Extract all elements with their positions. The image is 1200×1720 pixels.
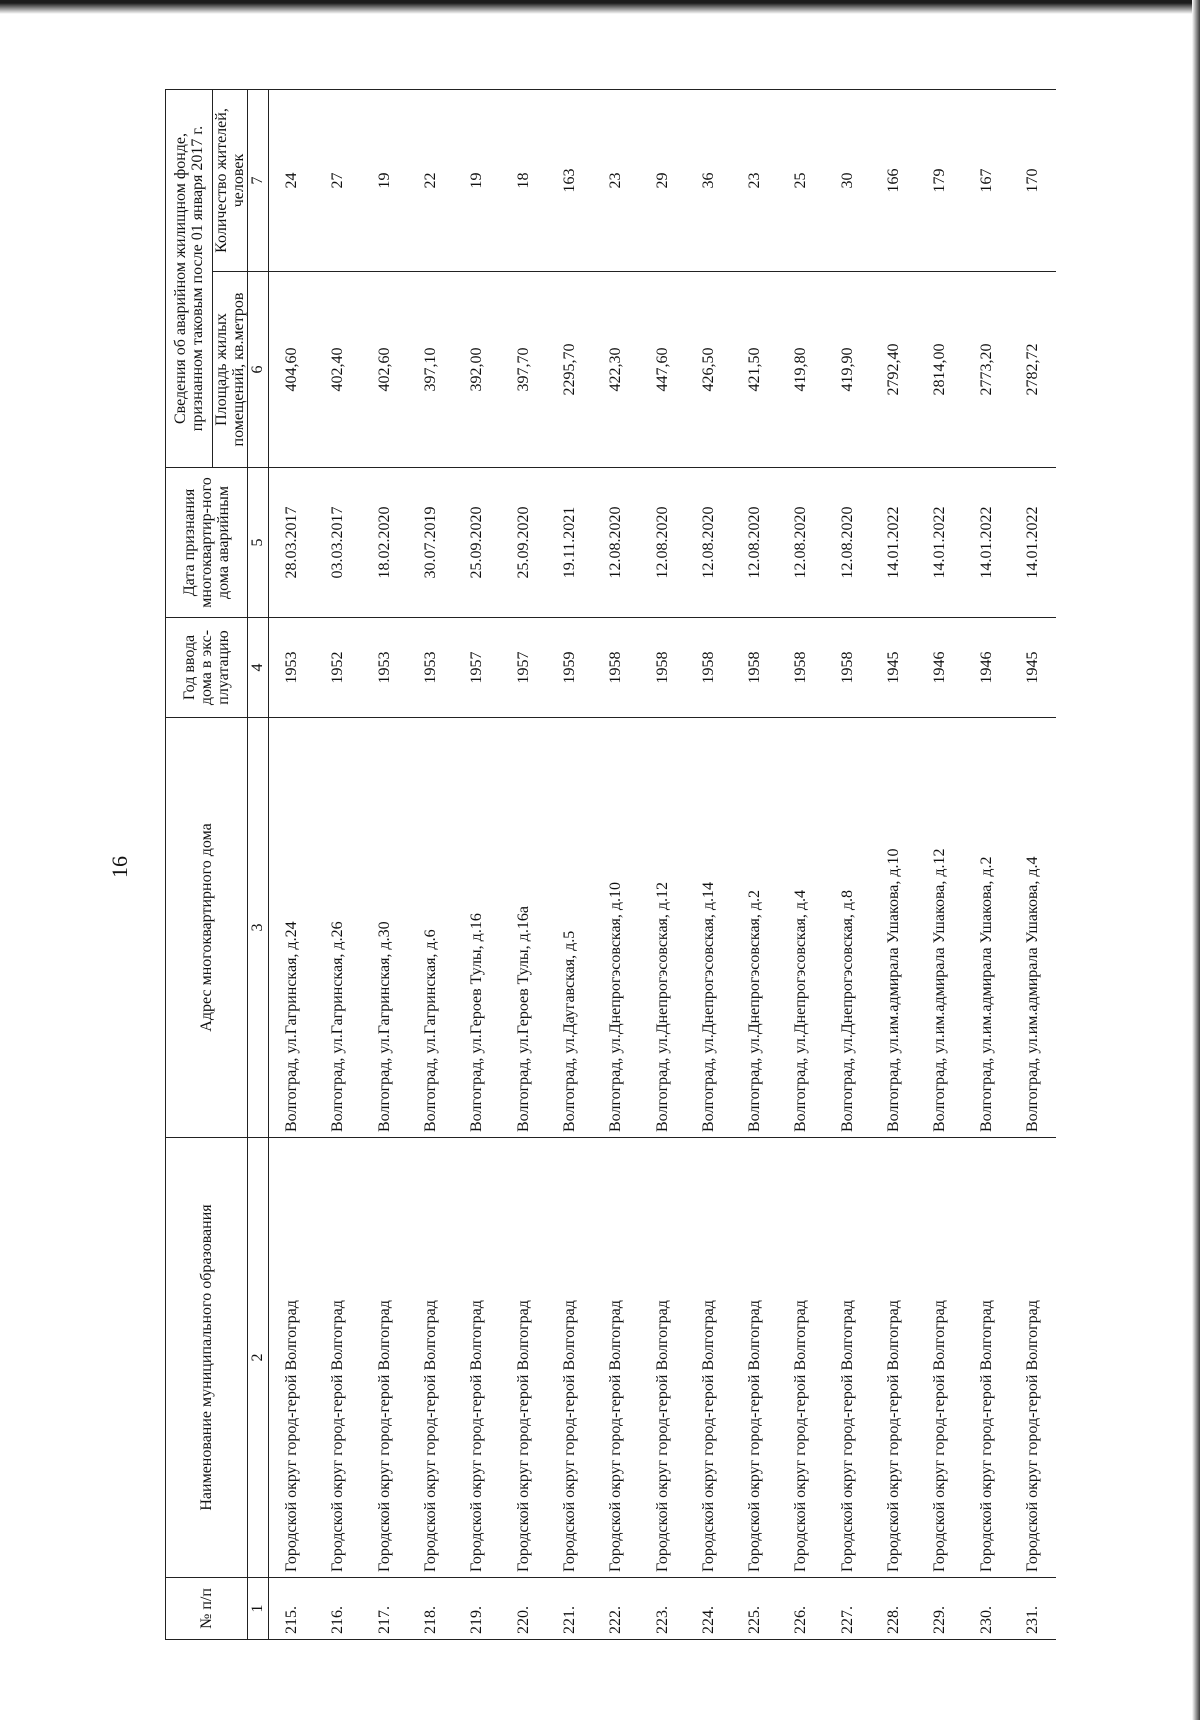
emergency-date: 14.01.2022 — [871, 468, 917, 618]
residents-count: 19 — [454, 89, 500, 271]
table-row — [269, 89, 316, 1639]
row-number: 224. — [686, 1578, 732, 1640]
living-area: 2792,40 — [871, 272, 917, 468]
emergency-date: 03.03.2017 — [315, 468, 361, 618]
commission-year: 1957 — [454, 618, 500, 718]
living-area: 402,40 — [315, 272, 361, 468]
residents-count: 23 — [593, 89, 639, 271]
municipality-name: Городской округ город-герой Волгоград — [1010, 1138, 1056, 1578]
emergency-date: 12.08.2020 — [686, 468, 732, 618]
living-area: 422,30 — [593, 272, 639, 468]
municipality-name: Городской округ город-герой Волгоград — [454, 1138, 500, 1578]
row-number: 226. — [778, 1578, 824, 1640]
row-number: 219. — [454, 1578, 500, 1640]
column-number: 4 — [248, 618, 269, 718]
building-address: Волгоград, ул.Днепрогэсовская, д.8 — [825, 718, 871, 1138]
commission-year: 1958 — [732, 618, 778, 718]
building-address: Волгоград, ул.Гагринская, д.26 — [315, 718, 361, 1138]
living-area: 2773,20 — [963, 272, 1009, 468]
building-address: Волгоград, ул.Гагринская, д.30 — [362, 718, 408, 1138]
residents-count: 163 — [547, 89, 593, 271]
building-address: Волгоград, ул.Героев Тулы, д.16а — [500, 718, 546, 1138]
residents-count: 23 — [732, 89, 778, 271]
commission-year: 1953 — [362, 618, 408, 718]
municipality-name: Городской округ город-герой Волгоград — [547, 1138, 593, 1578]
scan-edge-right — [1192, 0, 1200, 1720]
scan-edge-top — [0, 0, 1200, 14]
emergency-date: 14.01.2022 — [917, 468, 963, 618]
table-row — [547, 89, 593, 1639]
row-number: 222. — [593, 1578, 639, 1640]
table-row — [593, 89, 639, 1639]
municipality-name: Городской округ город-герой Волгоград — [500, 1138, 546, 1578]
emergency-date: 14.01.2022 — [963, 468, 1009, 618]
row-number: 228. — [871, 1578, 917, 1640]
commission-year: 1953 — [269, 618, 316, 718]
commission-year: 1946 — [963, 618, 1009, 718]
table-row — [825, 89, 871, 1639]
row-number: 227. — [825, 1578, 871, 1640]
residents-count: 19 — [362, 89, 408, 271]
emergency-date: 28.03.2017 — [269, 468, 316, 618]
commission-year: 1953 — [408, 618, 454, 718]
living-area: 2782,72 — [1010, 272, 1056, 468]
municipality-name: Городской округ город-герой Волгоград — [686, 1138, 732, 1578]
row-number: 220. — [500, 1578, 546, 1640]
commission-year: 1946 — [917, 618, 963, 718]
building-address: Волгоград, ул.Днепрогэсовская, д.14 — [686, 718, 732, 1138]
emergency-date: 18.02.2020 — [362, 468, 408, 618]
building-address: Волгоград, ул.им.адмирала Ушакова, д.4 — [1010, 718, 1056, 1138]
column-number: 2 — [248, 1138, 269, 1578]
residents-count: 167 — [963, 89, 1009, 271]
header-address: Адрес многоквартирного дома — [166, 718, 248, 1138]
table-row — [1010, 89, 1056, 1639]
table-row — [778, 89, 824, 1639]
table-row — [686, 89, 732, 1639]
emergency-date: 25.09.2020 — [500, 468, 546, 618]
commission-year: 1952 — [315, 618, 361, 718]
residents-count: 170 — [1010, 89, 1056, 271]
table-row — [500, 89, 546, 1639]
residents-count: 36 — [686, 89, 732, 271]
emergency-date: 14.01.2022 — [1010, 468, 1056, 618]
commission-year: 1958 — [778, 618, 824, 718]
living-area: 392,00 — [454, 272, 500, 468]
residents-count: 27 — [315, 89, 361, 271]
table-row — [871, 89, 917, 1639]
column-number: 3 — [248, 718, 269, 1138]
living-area: 397,70 — [500, 272, 546, 468]
column-number: 7 — [248, 89, 269, 271]
housing-registry-table — [165, 89, 1056, 1640]
header-date: Дата признания многоквартир-ного дома аварийным — [166, 468, 248, 618]
municipality-name: Городской округ город-герой Волгоград — [963, 1138, 1009, 1578]
living-area: 419,90 — [825, 272, 871, 468]
row-number: 215. — [269, 1578, 316, 1640]
header-num: № п/п — [166, 1578, 248, 1640]
emergency-date: 12.08.2020 — [639, 468, 685, 618]
residents-count: 29 — [639, 89, 685, 271]
building-address: Волгоград, ул.Днепрогэсовская, д.12 — [639, 718, 685, 1138]
residents-count: 30 — [825, 89, 871, 271]
municipality-name: Городской округ город-герой Волгоград — [732, 1138, 778, 1578]
commission-year: 1958 — [686, 618, 732, 718]
living-area: 2814,00 — [917, 272, 963, 468]
row-number: 225. — [732, 1578, 778, 1640]
living-area: 404,60 — [269, 272, 316, 468]
table-body — [269, 89, 1057, 1639]
row-number: 229. — [917, 1578, 963, 1640]
building-address: Волгоград, ул.Днепрогэсовская, д.2 — [732, 718, 778, 1138]
row-number: 221. — [547, 1578, 593, 1640]
header-name: Наименование муниципального образования — [166, 1138, 248, 1578]
header-year: Год ввода дома в экс-плуатацию — [166, 618, 248, 718]
table-row — [917, 89, 963, 1639]
municipality-name: Городской округ город-герой Волгоград — [593, 1138, 639, 1578]
emergency-date: 30.07.2019 — [408, 468, 454, 618]
row-number: 223. — [639, 1578, 685, 1640]
table-row — [963, 89, 1009, 1639]
emergency-date: 12.08.2020 — [778, 468, 824, 618]
commission-year: 1957 — [500, 618, 546, 718]
residents-count: 18 — [500, 89, 546, 271]
municipality-name: Городской округ город-герой Волгоград — [362, 1138, 408, 1578]
residents-count: 24 — [269, 89, 316, 271]
page-number: 16 — [107, 856, 132, 878]
living-area: 447,60 — [639, 272, 685, 468]
commission-year: 1958 — [639, 618, 685, 718]
living-area: 426,50 — [686, 272, 732, 468]
table-row — [408, 89, 454, 1639]
emergency-date: 19.11.2021 — [547, 468, 593, 618]
municipality-name: Городской округ город-герой Волгоград — [408, 1138, 454, 1578]
building-address: Волгоград, ул.им.адмирала Ушакова, д.12 — [917, 718, 963, 1138]
living-area: 2295,70 — [547, 272, 593, 468]
emergency-date: 25.09.2020 — [454, 468, 500, 618]
municipality-name: Городской округ город-герой Волгоград — [269, 1138, 316, 1578]
building-address: Волгоград, ул.Даугавская, д.5 — [547, 718, 593, 1138]
living-area: 421,50 — [732, 272, 778, 468]
living-area: 402,60 — [362, 272, 408, 468]
header-residents: Количество жителей, человек — [213, 89, 248, 271]
row-number: 218. — [408, 1578, 454, 1640]
living-area: 419,80 — [778, 272, 824, 468]
commission-year: 1945 — [871, 618, 917, 718]
building-address: Волгоград, ул.Днепрогэсовская, д.10 — [593, 718, 639, 1138]
building-address: Волгоград, ул.им.адмирала Ушакова, д.2 — [963, 718, 1009, 1138]
table-header — [166, 89, 269, 1639]
municipality-name: Городской округ город-герой Волгоград — [917, 1138, 963, 1578]
residents-count: 179 — [917, 89, 963, 271]
municipality-name: Городской округ город-герой Волгоград — [825, 1138, 871, 1578]
building-address: Волгоград, ул.Гагринская, д.24 — [269, 718, 316, 1138]
municipality-name: Городской округ город-герой Волгоград — [871, 1138, 917, 1578]
table-row — [639, 89, 685, 1639]
residents-count: 166 — [871, 89, 917, 271]
municipality-name: Городской округ город-герой Волгоград — [639, 1138, 685, 1578]
column-number: 5 — [248, 468, 269, 618]
header-group: Сведения об аварийном жилищном фонде, признанном таковым после 01 января 2017 г. — [166, 89, 213, 467]
commission-year: 1958 — [593, 618, 639, 718]
building-address: Волгоград, ул.им.адмирала Ушакова, д.10 — [871, 718, 917, 1138]
municipality-name: Городской округ город-герой Волгоград — [315, 1138, 361, 1578]
commission-year: 1959 — [547, 618, 593, 718]
column-number: 6 — [248, 272, 269, 468]
table-row — [454, 89, 500, 1639]
emergency-date: 12.08.2020 — [593, 468, 639, 618]
row-number: 230. — [963, 1578, 1009, 1640]
living-area: 397,10 — [408, 272, 454, 468]
table-row — [362, 89, 408, 1639]
table-row — [732, 89, 778, 1639]
column-numbers-row — [248, 89, 269, 1639]
building-address: Волгоград, ул.Героев Тулы, д.16 — [454, 718, 500, 1138]
column-number: 1 — [248, 1578, 269, 1640]
rotated-page — [165, 90, 1115, 1640]
residents-count: 25 — [778, 89, 824, 271]
header-area: Площадь жилых помещений, кв.метров — [213, 272, 248, 468]
row-number: 231. — [1010, 1578, 1056, 1640]
building-address: Волгоград, ул.Днепрогэсовская, д.4 — [778, 718, 824, 1138]
emergency-date: 12.08.2020 — [825, 468, 871, 618]
commission-year: 1945 — [1010, 618, 1056, 718]
row-number: 217. — [362, 1578, 408, 1640]
building-address: Волгоград, ул.Гагринская, д.6 — [408, 718, 454, 1138]
table-row — [315, 89, 361, 1639]
municipality-name: Городской округ город-герой Волгоград — [778, 1138, 824, 1578]
commission-year: 1958 — [825, 618, 871, 718]
row-number: 216. — [315, 1578, 361, 1640]
emergency-date: 12.08.2020 — [732, 468, 778, 618]
residents-count: 22 — [408, 89, 454, 271]
